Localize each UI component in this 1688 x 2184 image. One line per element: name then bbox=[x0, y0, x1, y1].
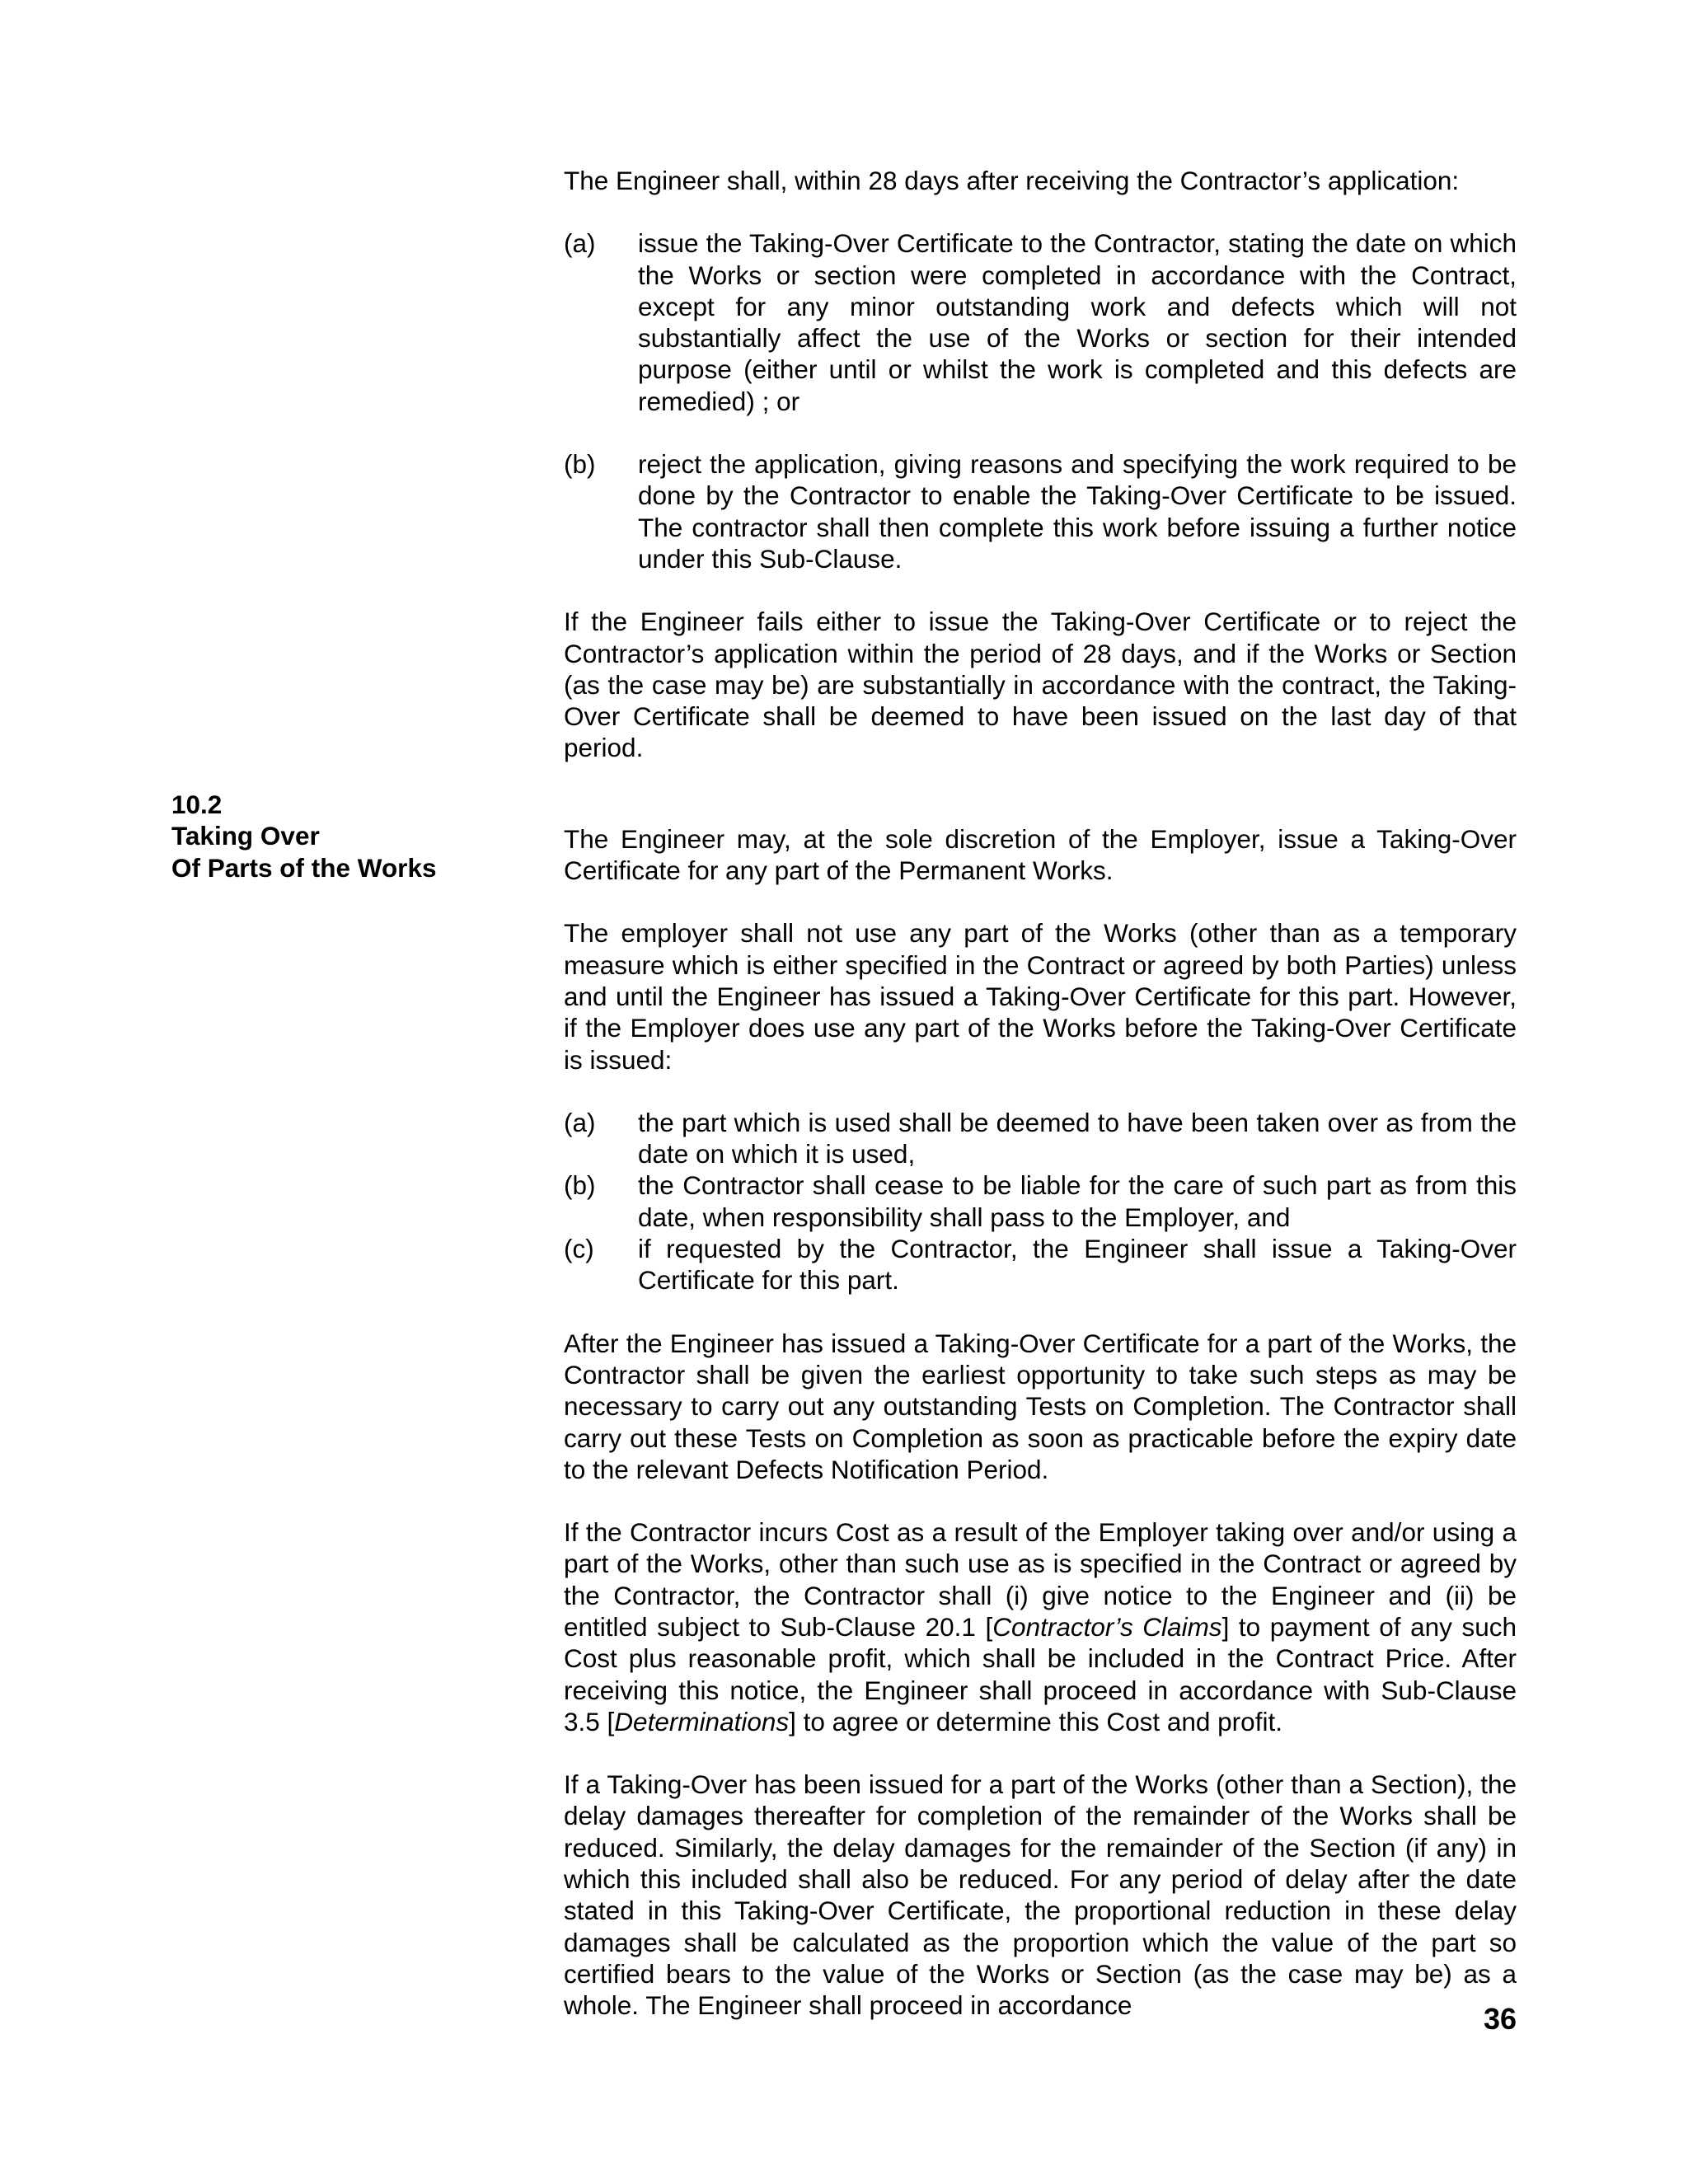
list-item-label: (c) bbox=[564, 1234, 594, 1264]
list-item-label: (a) bbox=[564, 1107, 596, 1137]
tests-on-completion-paragraph: After the Engineer has issued a Taking-Over Certificate for a part of the Works, the Contractor shall be given the earliest opportunity to take such steps as may be necessary to carry out any outstanding Tests on Completion. The Contractor shall carry out these Tests on Completion as soon as practicable before the expiry date to the relevant Defects Notification Period. bbox=[564, 1328, 1517, 1484]
list-item bbox=[564, 1169, 1517, 1233]
contractor-claims-reference: Contractor’s Claims bbox=[992, 1611, 1222, 1642]
list-item-label: (a) bbox=[564, 228, 596, 259]
list-item bbox=[564, 1107, 1517, 1170]
partial-certificate-paragraph: The Engineer may, at the sole discretion of the Employer, issue a Taking-Over Certificate for any part of the Permanent Works. bbox=[564, 823, 1517, 886]
section-number: 10.2 bbox=[171, 790, 223, 819]
section-title-line2: Of Parts of the Works bbox=[171, 852, 437, 883]
cost-text-part1: If the Contractor incurs Cost as a result of the Employer taking over and/or using a part of the Works, other than such use as is specified in the Contract or agreed by the Contractor, the Contractor shall (i) give notice to the Engineer and (ii) be entitled subject to Sub-Clause 20.1 [ bbox=[564, 1517, 1517, 1642]
employer-use-consequences-list bbox=[564, 1107, 1517, 1296]
list-item-text: issue the Taking-Over Certificate to the Contractor, stating the date on which the Works or section were completed in accordance with the Contract, except for any minor outstanding work and defects which will not substantially affect the use of the Works or section for their intended purpose (either until or whilst the work is completed and this defects are remedied) ; or bbox=[638, 228, 1517, 416]
deemed-issued-paragraph: If the Engineer fails either to issue the Taking-Over Certificate or to reject the Contractor’s application within the period of 28 days, and if the Works or Section (as the case may be) are substantially in accordance with the contract, the Taking-Over Certificate shall be deemed to have been issued on the last day of that period. bbox=[564, 607, 1517, 763]
list-item-label: (b) bbox=[564, 1170, 596, 1201]
page-number: 36 bbox=[1483, 2002, 1517, 2036]
list-item-text: the Contractor shall cease to be liable for the care of such part as from this date, when responsibility shall pass to the Employer, and bbox=[638, 1170, 1517, 1232]
list-item bbox=[564, 1233, 1517, 1296]
list-item-text: the part which is used shall be deemed to have been taken over as from the date on which it is used, bbox=[638, 1107, 1517, 1169]
cost-text-part3: ] to agree or determine this Cost and profit. bbox=[789, 1706, 1282, 1736]
list-item bbox=[564, 227, 1517, 417]
list-item-text: reject the application, giving reasons and specifying the work required to be done by the Contractor to enable the Taking-Over Certificate to be issued. The contractor shall then complete this work before issuing a further notice under this Sub-Clause. bbox=[638, 449, 1517, 574]
section-title-line1: Taking Over bbox=[171, 821, 320, 851]
determinations-reference: Determinations bbox=[614, 1706, 790, 1736]
cost-text-part2: ] to payment of any such Cost plus reasonable profit, which shall be included in the Contract Price. After receiving this notice, the Engineer shall proceed in accordance with Sub-Clause 3.5 [ bbox=[564, 1611, 1517, 1736]
certificate-options-list bbox=[564, 227, 1517, 574]
delay-damages-paragraph: If a Taking-Over has been issued for a part of the Works (other than a Section), the delay damages thereafter for completion of the remainder of the Works shall be reduced. Similarly, the delay damages for the remainder of the Section (if any) in which this included shall also be reduced. For any period of delay after the date stated in this Taking-Over Certificate, the proportional reduction in these delay damages shall be calculated as the proportion which the value of the part so certified bears to the value of the Works or Section (as the case may be) as a whole. The Engineer shall proceed in accordance bbox=[564, 1769, 1517, 2021]
employer-use-paragraph: The employer shall not use any part of the Works (other than as a temporary measure which is either specified in the Contract or agreed by both Parties) unless and until the Engineer has issued a Taking-Over Certificate for this part. However, if the Employer does use any part of the Works before the Taking-Over Certificate is issued: bbox=[564, 918, 1517, 1075]
section-heading bbox=[171, 789, 436, 883]
intro-paragraph: The Engineer shall, within 28 days after receiving the Contractor’s application: bbox=[564, 166, 1460, 195]
contractor-cost-paragraph bbox=[564, 1516, 1517, 1737]
list-item bbox=[564, 448, 1517, 574]
body-column bbox=[564, 165, 1517, 2053]
list-item-label: (b) bbox=[564, 449, 596, 480]
list-item-text: if requested by the Contractor, the Engineer shall issue a Taking-Over Certificate for this part. bbox=[638, 1234, 1517, 1296]
